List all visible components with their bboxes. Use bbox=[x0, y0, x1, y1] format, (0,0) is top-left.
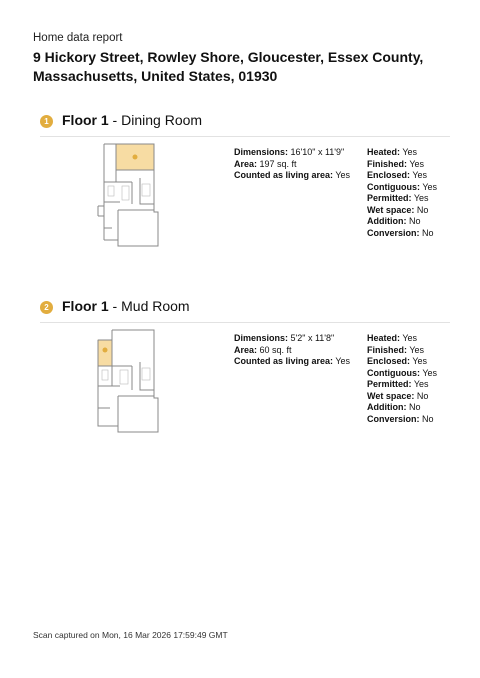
room-section-mud-room bbox=[0, 298, 480, 478]
addition-label: Addition: bbox=[367, 216, 407, 226]
title-separator: - bbox=[108, 112, 122, 128]
enclosed-label: Enclosed: bbox=[367, 170, 411, 180]
room-title bbox=[62, 298, 190, 314]
floor-plan-mud-room bbox=[96, 328, 162, 434]
wet-space-label: Wet space: bbox=[367, 204, 415, 215]
wet-space-label: Wet space: bbox=[367, 390, 415, 401]
finished-label: Finished: bbox=[367, 344, 407, 355]
room-number-badge: 2 bbox=[40, 301, 53, 314]
contiguous-label: Contiguous: bbox=[367, 181, 420, 192]
finished-value: Yes bbox=[409, 344, 425, 355]
heated-value: Yes bbox=[402, 333, 418, 343]
permitted-label: Permitted: bbox=[367, 193, 412, 203]
scan-timestamp: Scan captured on Mon, 16 Mar 2026 17:59:49 GMT bbox=[33, 630, 228, 640]
room-marker bbox=[133, 155, 138, 160]
wet-space-value: No bbox=[416, 390, 429, 401]
addition-value: No bbox=[409, 216, 421, 226]
dimensions-value: 5'2" x 11'8" bbox=[290, 333, 335, 343]
area-label: Area: bbox=[234, 344, 258, 355]
finished-value: Yes bbox=[409, 158, 425, 169]
room-number-badge: 1 bbox=[40, 115, 53, 128]
contiguous-value: Yes bbox=[422, 367, 438, 378]
finished-label: Finished: bbox=[367, 158, 407, 169]
room-details bbox=[234, 333, 350, 368]
report-label: Home data report bbox=[33, 32, 123, 44]
highlighted-room bbox=[98, 340, 112, 366]
dimensions-value: 16'10" x 11'9" bbox=[290, 147, 345, 157]
floor-label: Floor 1 bbox=[62, 298, 109, 314]
living-area-value: Yes bbox=[335, 356, 351, 366]
enclosed-value: Yes bbox=[412, 170, 428, 180]
addition-value: No bbox=[409, 402, 421, 412]
enclosed-label: Enclosed: bbox=[367, 356, 411, 366]
conversion-label: Conversion: bbox=[367, 227, 420, 238]
floor-plan-dining-room bbox=[96, 142, 162, 248]
enclosed-value: Yes bbox=[412, 356, 428, 366]
dimensions-label: Dimensions: bbox=[234, 333, 289, 343]
floor-label: Floor 1 bbox=[62, 112, 109, 128]
contiguous-value: Yes bbox=[422, 181, 438, 192]
living-area-value: Yes bbox=[335, 170, 351, 180]
area-value: 197 sq. ft bbox=[259, 158, 297, 169]
room-marker bbox=[103, 348, 108, 353]
room-attributes bbox=[367, 147, 437, 239]
permitted-value: Yes bbox=[413, 193, 429, 203]
contiguous-label: Contiguous: bbox=[367, 367, 420, 378]
living-area-label: Counted as living area: bbox=[234, 170, 334, 180]
conversion-label: Conversion: bbox=[367, 413, 420, 424]
heated-value: Yes bbox=[402, 147, 418, 157]
addition-label: Addition: bbox=[367, 402, 407, 412]
permitted-value: Yes bbox=[413, 379, 429, 389]
area-value: 60 sq. ft bbox=[259, 344, 292, 355]
title-separator: - bbox=[108, 298, 122, 314]
room-section-dining-room bbox=[0, 112, 480, 292]
heated-label: Heated: bbox=[367, 147, 401, 157]
conversion-value: No bbox=[422, 227, 434, 238]
room-attributes bbox=[367, 333, 437, 425]
heated-label: Heated: bbox=[367, 333, 401, 343]
room-details bbox=[234, 147, 350, 182]
wet-space-value: No bbox=[416, 204, 429, 215]
room-name: Mud Room bbox=[121, 298, 190, 314]
living-area-label: Counted as living area: bbox=[234, 356, 334, 366]
room-header bbox=[40, 112, 450, 137]
room-header bbox=[40, 298, 450, 323]
room-name: Dining Room bbox=[121, 112, 203, 128]
room-title bbox=[62, 112, 202, 128]
conversion-value: No bbox=[422, 413, 434, 424]
permitted-label: Permitted: bbox=[367, 379, 412, 389]
property-address: 9 Hickory Street, Rowley Shore, Gloucester, Essex County, Massachusetts, United States, 01930 bbox=[33, 49, 424, 84]
area-label: Area: bbox=[234, 158, 258, 169]
dimensions-label: Dimensions: bbox=[234, 147, 289, 157]
